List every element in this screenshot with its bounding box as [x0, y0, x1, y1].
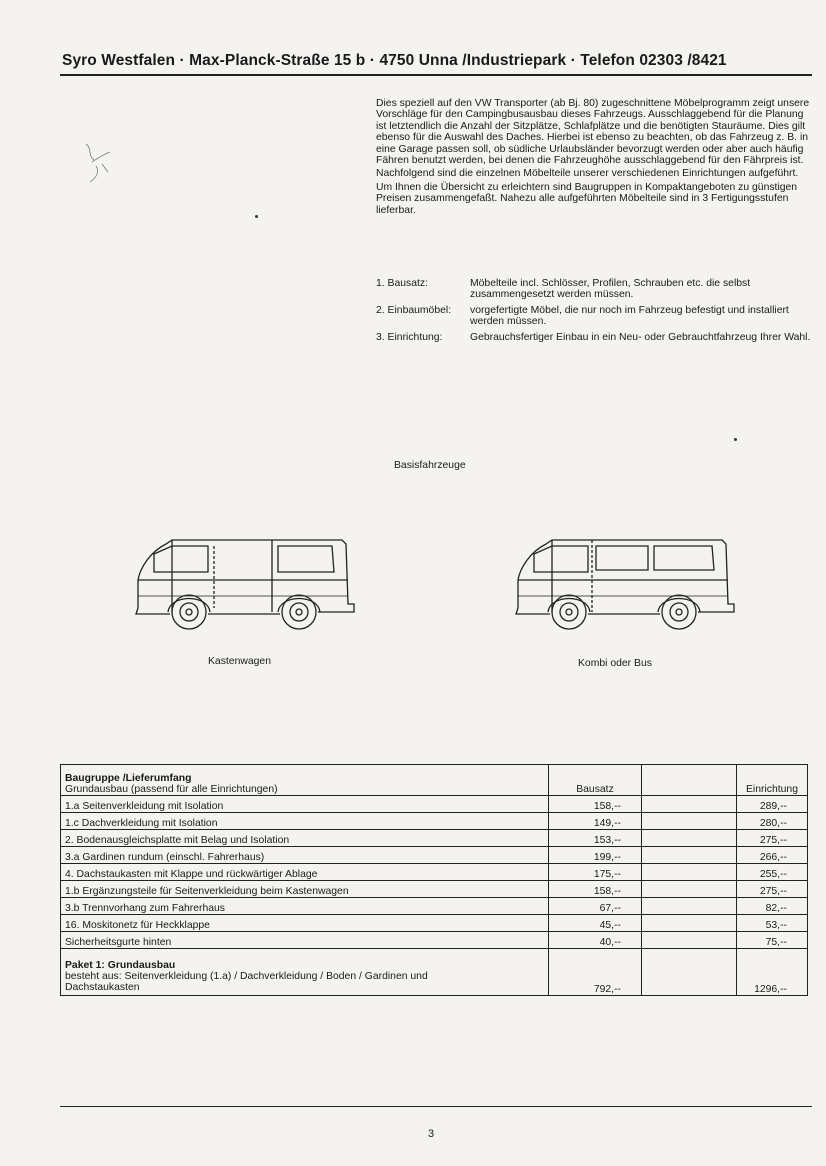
bus-label: Kombi oder Bus	[578, 658, 652, 669]
stage-text: vorgefertigte Möbel, die nur noch im Fahrzeug befestigt und installiert werden müssen.	[470, 304, 789, 328]
einrichtung-price: 275,--	[737, 830, 808, 847]
stage-item	[376, 305, 816, 328]
speck	[255, 215, 258, 218]
bus-icon	[512, 532, 738, 632]
empty-cell	[642, 830, 737, 847]
einrichtung-price: 280,--	[737, 813, 808, 830]
table-row	[61, 881, 808, 898]
package-bausatz-price: 792,--	[549, 949, 642, 996]
table-subtitle: Grundausbau (passend für alle Einrichtungen)	[65, 784, 278, 795]
bausatz-price: 67,--	[549, 898, 642, 915]
stage-label: 3. Einrichtung:	[376, 331, 443, 343]
intro-paragraph: Dies speziell auf den VW Transporter (ab Bj. 80) zugeschnittene Möbelprogramm zeigt unsere Vorschläge für den Campingbusausbau dieses Fahrzeugs. Ausschlaggebend für die Planung ist letztendlich die Anzahl der Sitzplätze, Schlafplätze und die benötigten Stauräume. Dies gilt ebenso für die Auswahl des Daches. Hierbei ist ebenso zu beachten, ob das Fahrzeug z. B. in eine Garage passen soll, ob südliche Urlaubsländer bevorzugt werden oder aber auch häufig Fähren benutzt werden, bei denen die Fahrzeughöhe ausschlaggebend für den Fährpreis ist.	[376, 98, 810, 167]
pencil-scribble-icon	[78, 138, 128, 188]
panel-van-label: Kastenwagen	[208, 656, 271, 667]
einrichtung-price: 75,--	[737, 932, 808, 949]
empty-cell	[642, 898, 737, 915]
stage-item	[376, 332, 816, 343]
empty-cell	[642, 813, 737, 830]
bausatz-price: 199,--	[549, 847, 642, 864]
item-cell: 1.b Ergänzungsteile für Seitenverkleidung beim Kastenwagen	[61, 881, 549, 898]
package-cell	[61, 949, 549, 996]
panel-van-icon	[132, 532, 358, 632]
table-row	[61, 796, 808, 813]
header-rule	[60, 74, 812, 76]
price-table	[60, 764, 808, 996]
einrichtung-price: 289,--	[737, 796, 808, 813]
table-row	[61, 932, 808, 949]
column-header-bausatz: Bausatz	[549, 765, 642, 796]
intro-text	[376, 98, 816, 218]
item-cell: 3.a Gardinen rundum (einschl. Fahrerhaus)	[61, 847, 549, 864]
panel-van-drawing	[132, 532, 358, 632]
table-header-row	[61, 765, 808, 796]
bausatz-price: 158,--	[549, 796, 642, 813]
page-number: 3	[428, 1128, 435, 1140]
stage-label: 1. Bausatz:	[376, 278, 428, 289]
item-cell: 4. Dachstaukasten mit Klappe und rückwärtiger Ablage	[61, 864, 549, 881]
bausatz-price: 158,--	[549, 881, 642, 898]
table-row	[61, 847, 808, 864]
header-cell	[61, 765, 549, 796]
production-stages	[376, 278, 816, 347]
bausatz-price: 149,--	[549, 813, 642, 830]
item-cell: 1.c Dachverkleidung mit Isolation	[61, 813, 549, 830]
item-cell: Sicherheitsgurte hinten	[61, 932, 549, 949]
einrichtung-price: 82,--	[737, 898, 808, 915]
empty-cell	[642, 881, 737, 898]
package-title: Paket 1: Grundausbau	[65, 960, 176, 971]
empty-cell	[642, 864, 737, 881]
table-row	[61, 830, 808, 847]
empty-cell	[642, 915, 737, 932]
package-row	[61, 949, 808, 996]
empty-cell	[642, 847, 737, 864]
speck	[734, 438, 737, 441]
table-row	[61, 813, 808, 830]
base-vehicles-title: Basisfahrzeuge	[394, 460, 466, 471]
stage-label: 2. Einbaumöbel:	[376, 304, 452, 316]
item-cell: 2. Bodenausgleichsplatte mit Belag und Isolation	[61, 830, 549, 847]
page-header: Syro Westfalen · Max-Planck-Straße 15 b · 4750 Unna /Industriepark · Telefon 02303 /8421	[62, 52, 727, 69]
empty-cell	[642, 932, 737, 949]
einrichtung-price: 266,--	[737, 847, 808, 864]
item-cell: 3.b Trennvorhang zum Fahrerhaus	[61, 898, 549, 915]
footer-rule	[60, 1106, 812, 1107]
einrichtung-price: 255,--	[737, 864, 808, 881]
einrichtung-price: 53,--	[737, 915, 808, 932]
table-row	[61, 915, 808, 932]
bus-drawing	[512, 532, 738, 632]
empty-cell	[642, 949, 737, 996]
bausatz-price: 40,--	[549, 932, 642, 949]
intro-paragraph: Nachfolgend sind die einzelnen Möbelteile unserer verschiedenen Einrichtungen aufgeführt.	[376, 168, 799, 180]
table-title: Baugruppe /Lieferumfang	[65, 773, 192, 784]
item-cell: 16. Moskitonetz für Heckklappe	[61, 915, 549, 932]
table-row	[61, 864, 808, 881]
stage-text: Gebrauchsfertiger Einbau in ein Neu- oder Gebrauchtfahrzeug Ihrer Wahl.	[470, 331, 811, 343]
bausatz-price: 153,--	[549, 830, 642, 847]
einrichtung-price: 275,--	[737, 881, 808, 898]
empty-cell	[642, 765, 737, 796]
empty-cell	[642, 796, 737, 813]
package-description: besteht aus: Seitenverkleidung (1.a) / Dachverkleidung / Boden / Gardinen und Dachstaukasten	[65, 971, 428, 993]
table-row	[61, 898, 808, 915]
item-cell: 1.a Seitenverkleidung mit Isolation	[61, 796, 549, 813]
package-einrichtung-price: 1296,--	[737, 949, 808, 996]
column-header-einrichtung: Einrichtung	[737, 765, 808, 796]
bausatz-price: 45,--	[549, 915, 642, 932]
intro-paragraph: Um Ihnen die Übersicht zu erleichtern sind Baugruppen in Kompaktangeboten zu günstigen Preisen zusammengefaßt. Nahezu alle aufgeführten Möbelteile sind in 3 Fertigungsstufen lieferbar.	[376, 181, 798, 216]
stage-text: Möbelteile incl. Schlösser, Profilen, Schrauben etc. die selbst zusammengesetzt werden müssen.	[470, 278, 751, 301]
stage-item	[376, 278, 816, 301]
bausatz-price: 175,--	[549, 864, 642, 881]
